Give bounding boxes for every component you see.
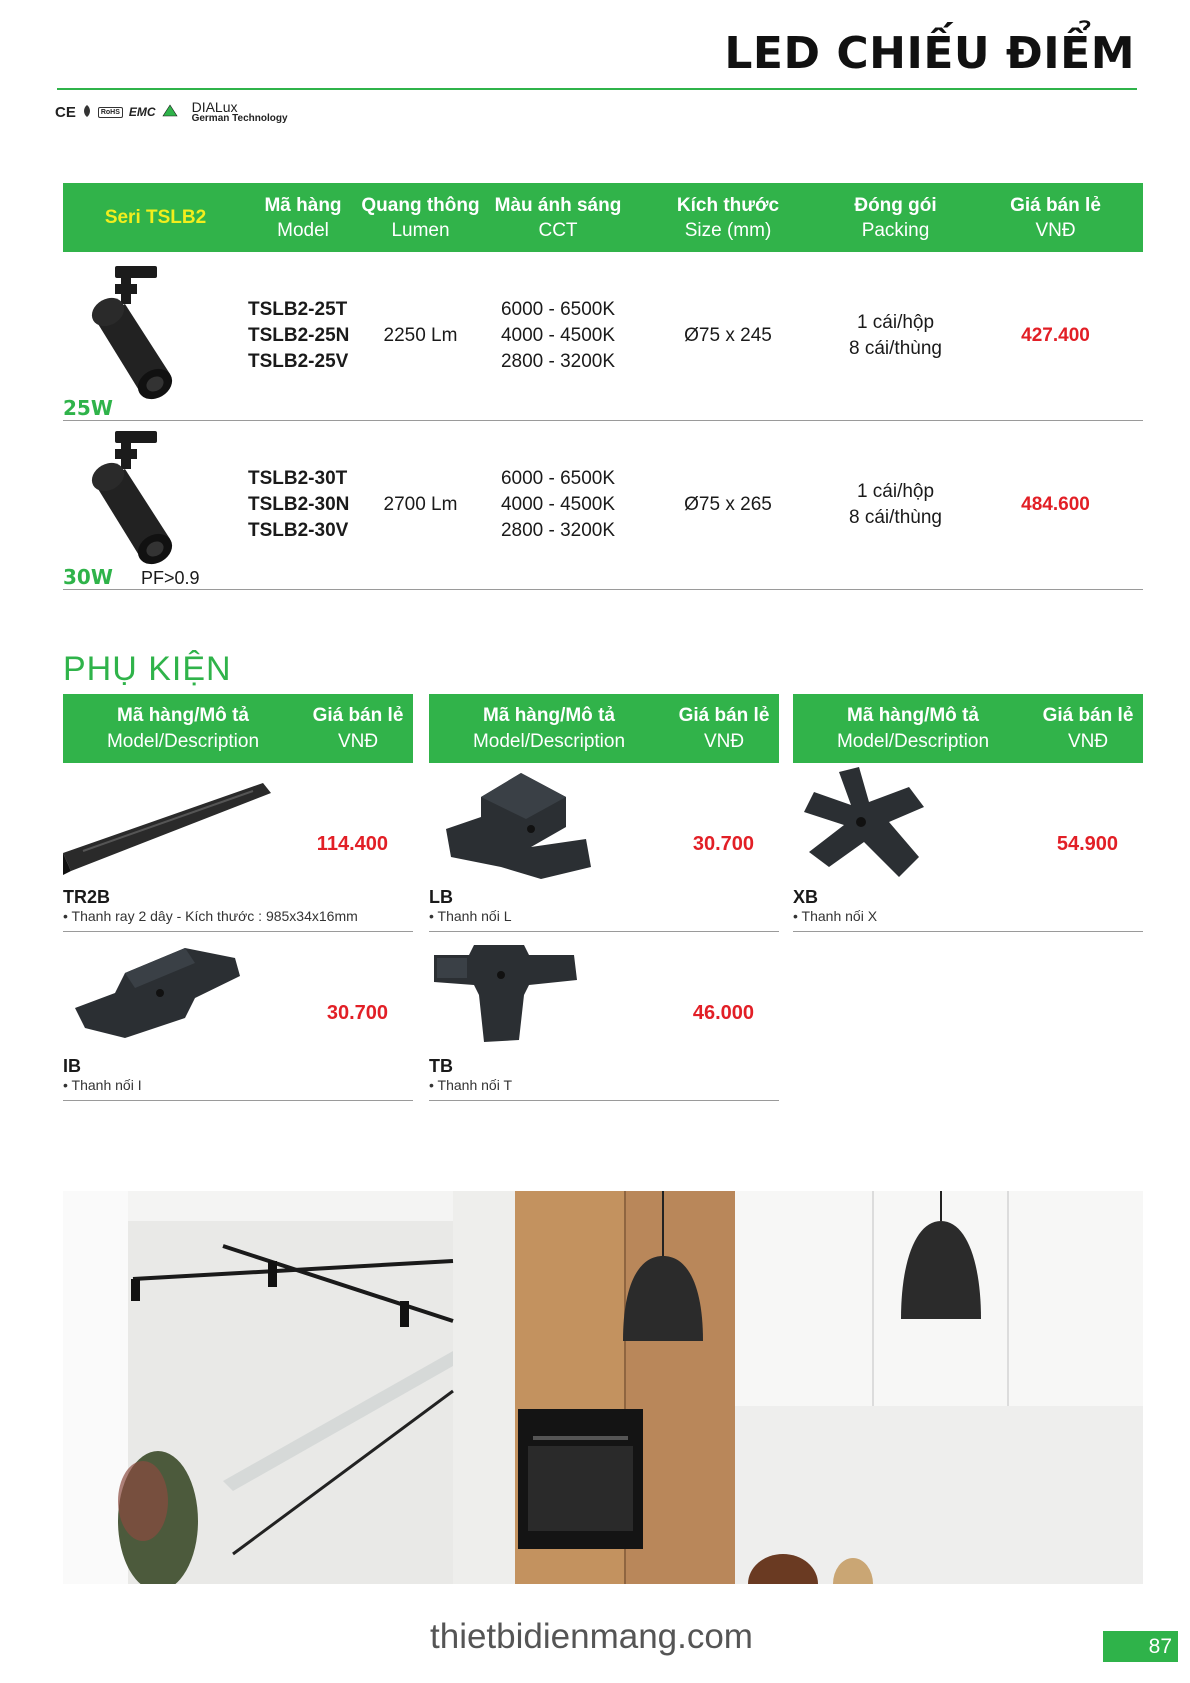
accessory-item: [429, 932, 779, 1101]
product-image-cell: [63, 252, 248, 420]
product-table: [63, 183, 1143, 590]
accessory-price: 54.900: [1056, 833, 1118, 855]
accessory-price: 46.000: [692, 1002, 754, 1024]
accessory-price: 30.700: [326, 1002, 388, 1024]
page-title: LED CHIẾU ĐIỂM: [724, 28, 1135, 79]
l-connector-icon: [441, 767, 601, 882]
page-number: 87: [1103, 1631, 1178, 1662]
size-cell: Ø75 x 265: [684, 494, 772, 515]
accessory-code: IB: [63, 1056, 81, 1076]
x-connector-icon: [799, 767, 934, 882]
accessory-item: [429, 763, 779, 932]
size-cell: Ø75 x 245: [684, 325, 772, 346]
product-image-cell: [63, 421, 248, 589]
interior-photo: [63, 1191, 1143, 1584]
packing-cell: 1 cái/hộp 8 cái/thùng: [849, 481, 942, 528]
accessories-header: Mã hàng/Mô tả Model/Description Giá bán lẻ VNĐ: [63, 694, 413, 763]
price-header: Giá bán lẻ VNĐ: [1010, 194, 1101, 241]
lumen-cell: 2700 Lm: [383, 494, 458, 515]
accessories-header: Mã hàng/Mô tả Model/Description Giá bán lẻ VNĐ: [793, 694, 1143, 763]
accessory-code: LB: [429, 887, 453, 907]
accessory-code: TB: [429, 1056, 453, 1076]
accessory-code: TR2B: [63, 887, 111, 907]
t-connector-icon: [429, 940, 589, 1050]
model-cell: TSLB2-25T TSLB2-25N TSLB2-25V: [248, 299, 350, 372]
accessories-title: PHỤ KIỆN: [63, 650, 232, 688]
emc-mark: EMC: [128, 105, 156, 119]
wattage-label: 30W: [63, 565, 113, 589]
lumen-cell: 2250 Lm: [383, 325, 458, 346]
price-cell: 484.600: [1021, 494, 1090, 515]
footer-url: thietbidienmang.com: [430, 1617, 753, 1656]
accessory-description: • Thanh nối I: [63, 1077, 142, 1093]
packing-cell: 1 cái/hộp 8 cái/thùng: [849, 312, 942, 359]
table-row: [63, 252, 1143, 421]
product-table-header: [63, 183, 1143, 252]
cct-cell: 6000 - 6500K 4000 - 4500K 2800 - 3200K: [500, 468, 616, 541]
accessory-item: [63, 932, 413, 1101]
packing-header: Đóng gói Packing: [854, 194, 937, 241]
interior-scene-image: [63, 1191, 1143, 1584]
accessory-price: 30.700: [692, 833, 754, 855]
certification-logos: [55, 100, 288, 124]
accessories-column-2: [429, 694, 779, 1101]
model-cell: TSLB2-30T TSLB2-30N TSLB2-30V: [248, 468, 350, 541]
accessory-price: 114.400: [316, 833, 388, 855]
accessory-item: [63, 763, 413, 932]
size-header: Kích thước Size (mm): [676, 194, 780, 241]
title-rule: [57, 88, 1137, 90]
track-spotlight-icon: [75, 264, 185, 404]
warning-triangle-icon: [162, 104, 178, 120]
ce-mark-icon: CE: [55, 103, 76, 121]
rohs-badge: RoHS: [98, 107, 123, 118]
track-spotlight-icon: [75, 429, 185, 569]
accessory-code: XB: [793, 887, 819, 907]
accessory-description: • Thanh nối T: [429, 1077, 512, 1093]
accessory-description: • Thanh nối X: [793, 908, 878, 924]
power-factor-label: PF>0.9: [141, 568, 200, 588]
i-connector-icon: [75, 938, 245, 1048]
cct-header: Màu ánh sáng CCT: [494, 194, 622, 241]
accessory-description: • Thanh ray 2 dây - Kích thước : 985x34x16mm: [63, 908, 358, 924]
dialux-logo: DIALux German Technology: [191, 99, 288, 124]
accessories-column-3: [793, 694, 1143, 932]
accessory-description: • Thanh nối L: [429, 908, 512, 924]
wattage-label: 25W: [63, 396, 113, 420]
series-header: Seri TSLB2: [104, 207, 207, 228]
leaf-icon: [82, 104, 92, 121]
cct-cell: 6000 - 6500K 4000 - 4500K 2800 - 3200K: [500, 299, 616, 372]
model-header: Mã hàng Model: [264, 194, 342, 241]
accessories-header: Mã hàng/Mô tả Model/Description Giá bán lẻ VNĐ: [429, 694, 779, 763]
accessory-item: [793, 763, 1143, 932]
lumen-header: Quang thông Lumen: [361, 194, 480, 241]
price-cell: 427.400: [1021, 325, 1090, 346]
accessories-column-1: [63, 694, 413, 1101]
table-row: [63, 421, 1143, 590]
track-rail-icon: [63, 771, 273, 881]
